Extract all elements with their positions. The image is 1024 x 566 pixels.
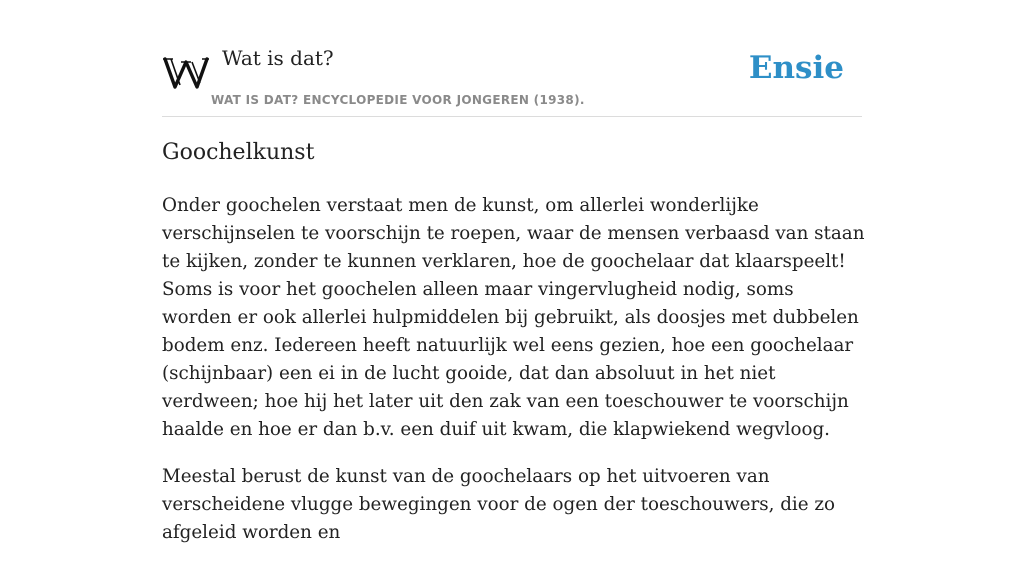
- source-subtitle: WAT IS DAT? ENCYCLOPEDIE VOOR JONGEREN (1938).: [211, 93, 585, 107]
- article-paragraph: Meestal berust de kunst van de goochelaars op het uitvoeren van verscheidene vlugge bewegingen voor de ogen der toeschouwers, die zo afgeleid worden en: [162, 466, 836, 543]
- article-title: Goochelkunst: [162, 140, 315, 165]
- article-paragraph: Onder goochelen verstaat men de kunst, om allerlei wonderlijke verschijnselen te voorschijn te roepen, waar de mensen verbaasd van staan te kijken, zonder te kunnen verklaren, hoe de goochelaar dat klaarspeelt! Soms is voor het goochelen alleen maar vingervlugheid nodig, soms worden er ook allerlei hulpmiddelen bij gebruikt, als doosjes met dubbelen bodem enz. Iedereen heeft natuurlijk wel eens gezien, hoe een goochelaar (schijnbaar) een ei in de lucht gooide, dat dan absoluut in het niet verdween; hoe hij het later uit den zak van een toeschouwer te voorschijn haalde en hoe er dan b.v. een duif uit kwam, die klapwiekend wegvloog.: [162, 195, 865, 440]
- wikisource-w-icon: [164, 52, 208, 92]
- source-title[interactable]: Wat is dat?: [222, 46, 334, 70]
- article-body: [162, 192, 867, 566]
- source-header: [162, 40, 862, 117]
- ensie-logo-link[interactable]: Ensie: [748, 50, 844, 86]
